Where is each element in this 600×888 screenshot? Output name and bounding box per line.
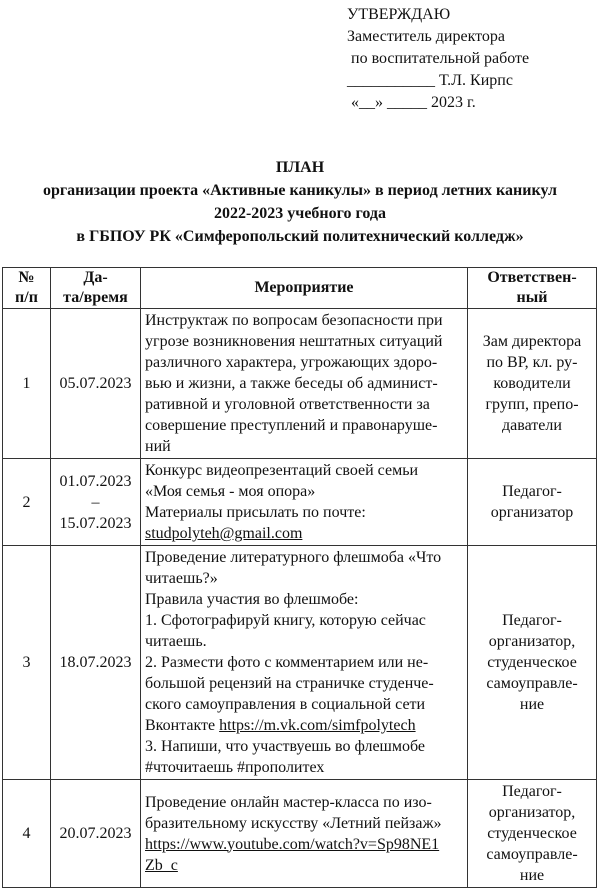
row-event: Конкурс видеопрезентаций своей семьи «Моя семья - моя опора» Материалы присылать по почте: studpolyteh@gmail.com — [141, 459, 468, 546]
youtube-link-continued[interactable]: Zb_c — [145, 856, 178, 874]
row-responsible: Педагог- организатор, студенческое самоуправле- ние — [468, 780, 597, 888]
row-date: 05.07.2023 — [51, 309, 141, 459]
title-line-3: 2022-2023 учебного года — [213, 205, 387, 222]
row-num: 2 — [3, 459, 51, 546]
row-num: 3 — [3, 546, 51, 780]
row-responsible: Педагог- организатор — [468, 459, 597, 546]
row-event: Инструктаж по вопросам безопасности при угрозе возникновения нештатных ситуаций различного характера, угрожающих здоро- вью и жизни, а также беседы об админист- ративной и уголовной ответственности за совершение преступлений и правонаруше- ний — [141, 309, 468, 459]
title-line-4: в ГБПОУ РК «Симферопольский политехнический колледж» — [76, 228, 524, 245]
row-event: Проведение онлайн мастер-класса по изо- бразительному искусству «Летний пейзаж» https://www.youtube.com/watch?v=Sp98NE1 Zb_c — [141, 780, 468, 888]
row-date: 18.07.2023 — [51, 546, 141, 780]
title-line-2: организации проекта «Активные каникулы» в период летних каникул — [42, 182, 558, 199]
approval-signature-line: ___________ Т.Л. Кирпс — [347, 72, 513, 89]
approval-date-line: «__» _____ 2023 г. — [347, 94, 476, 111]
table-header-row — [3, 268, 597, 309]
approval-position-line1: Заместитель директора — [347, 28, 506, 45]
table-row — [3, 546, 597, 780]
header-date: Да- та/время — [51, 268, 141, 309]
table-row — [3, 780, 597, 888]
vk-link[interactable]: https://m.vk.com/simfpolytech — [219, 717, 416, 734]
row-responsible: Педагог- организатор, студенческое самоуправле- ние — [468, 546, 597, 780]
row-responsible: Зам директора по ВР, кл. ру- ководители групп, препо- даватели — [468, 309, 597, 459]
email-link[interactable]: studpolyteh@gmail.com — [145, 525, 303, 542]
plan-table — [2, 267, 597, 888]
table-row — [3, 309, 597, 459]
row-date: 01.07.2023 – 15.07.2023 — [51, 459, 141, 546]
title-line-1: ПЛАН — [275, 159, 325, 176]
header-responsible: Ответствен- ный — [468, 268, 597, 309]
row-date: 20.07.2023 — [51, 780, 141, 888]
approval-block — [347, 4, 529, 114]
approval-position-line2: по воспитательной работе — [347, 50, 530, 67]
row-num: 4 — [3, 780, 51, 888]
vk-link-prefix: Вконтакте — [145, 717, 220, 734]
approval-heading: УТВЕРЖДАЮ — [347, 6, 451, 23]
document-title — [0, 156, 600, 248]
row-event: Проведение литературного флешмоба «Что читаешь?» Правила участия во флешмобе: 1. Сфотографируй книгу, которую сейчас читаешь. 2. Размести фото с комментарием или не- большой рецензий на страничке студенче- ского самоуправления в социальной сети Вконтакте https://m.vk.com/simfpolytech 3. Напиши, что участвуешь во флешмобе #чточитаешь #прополитех — [141, 546, 468, 780]
header-event: Мероприятие — [141, 268, 468, 309]
table-row — [3, 459, 597, 546]
header-num: № п/п — [3, 268, 51, 309]
row-num: 1 — [3, 309, 51, 459]
youtube-link[interactable]: https://www.youtube.com/watch?v=Sp98NE1 — [145, 835, 440, 853]
